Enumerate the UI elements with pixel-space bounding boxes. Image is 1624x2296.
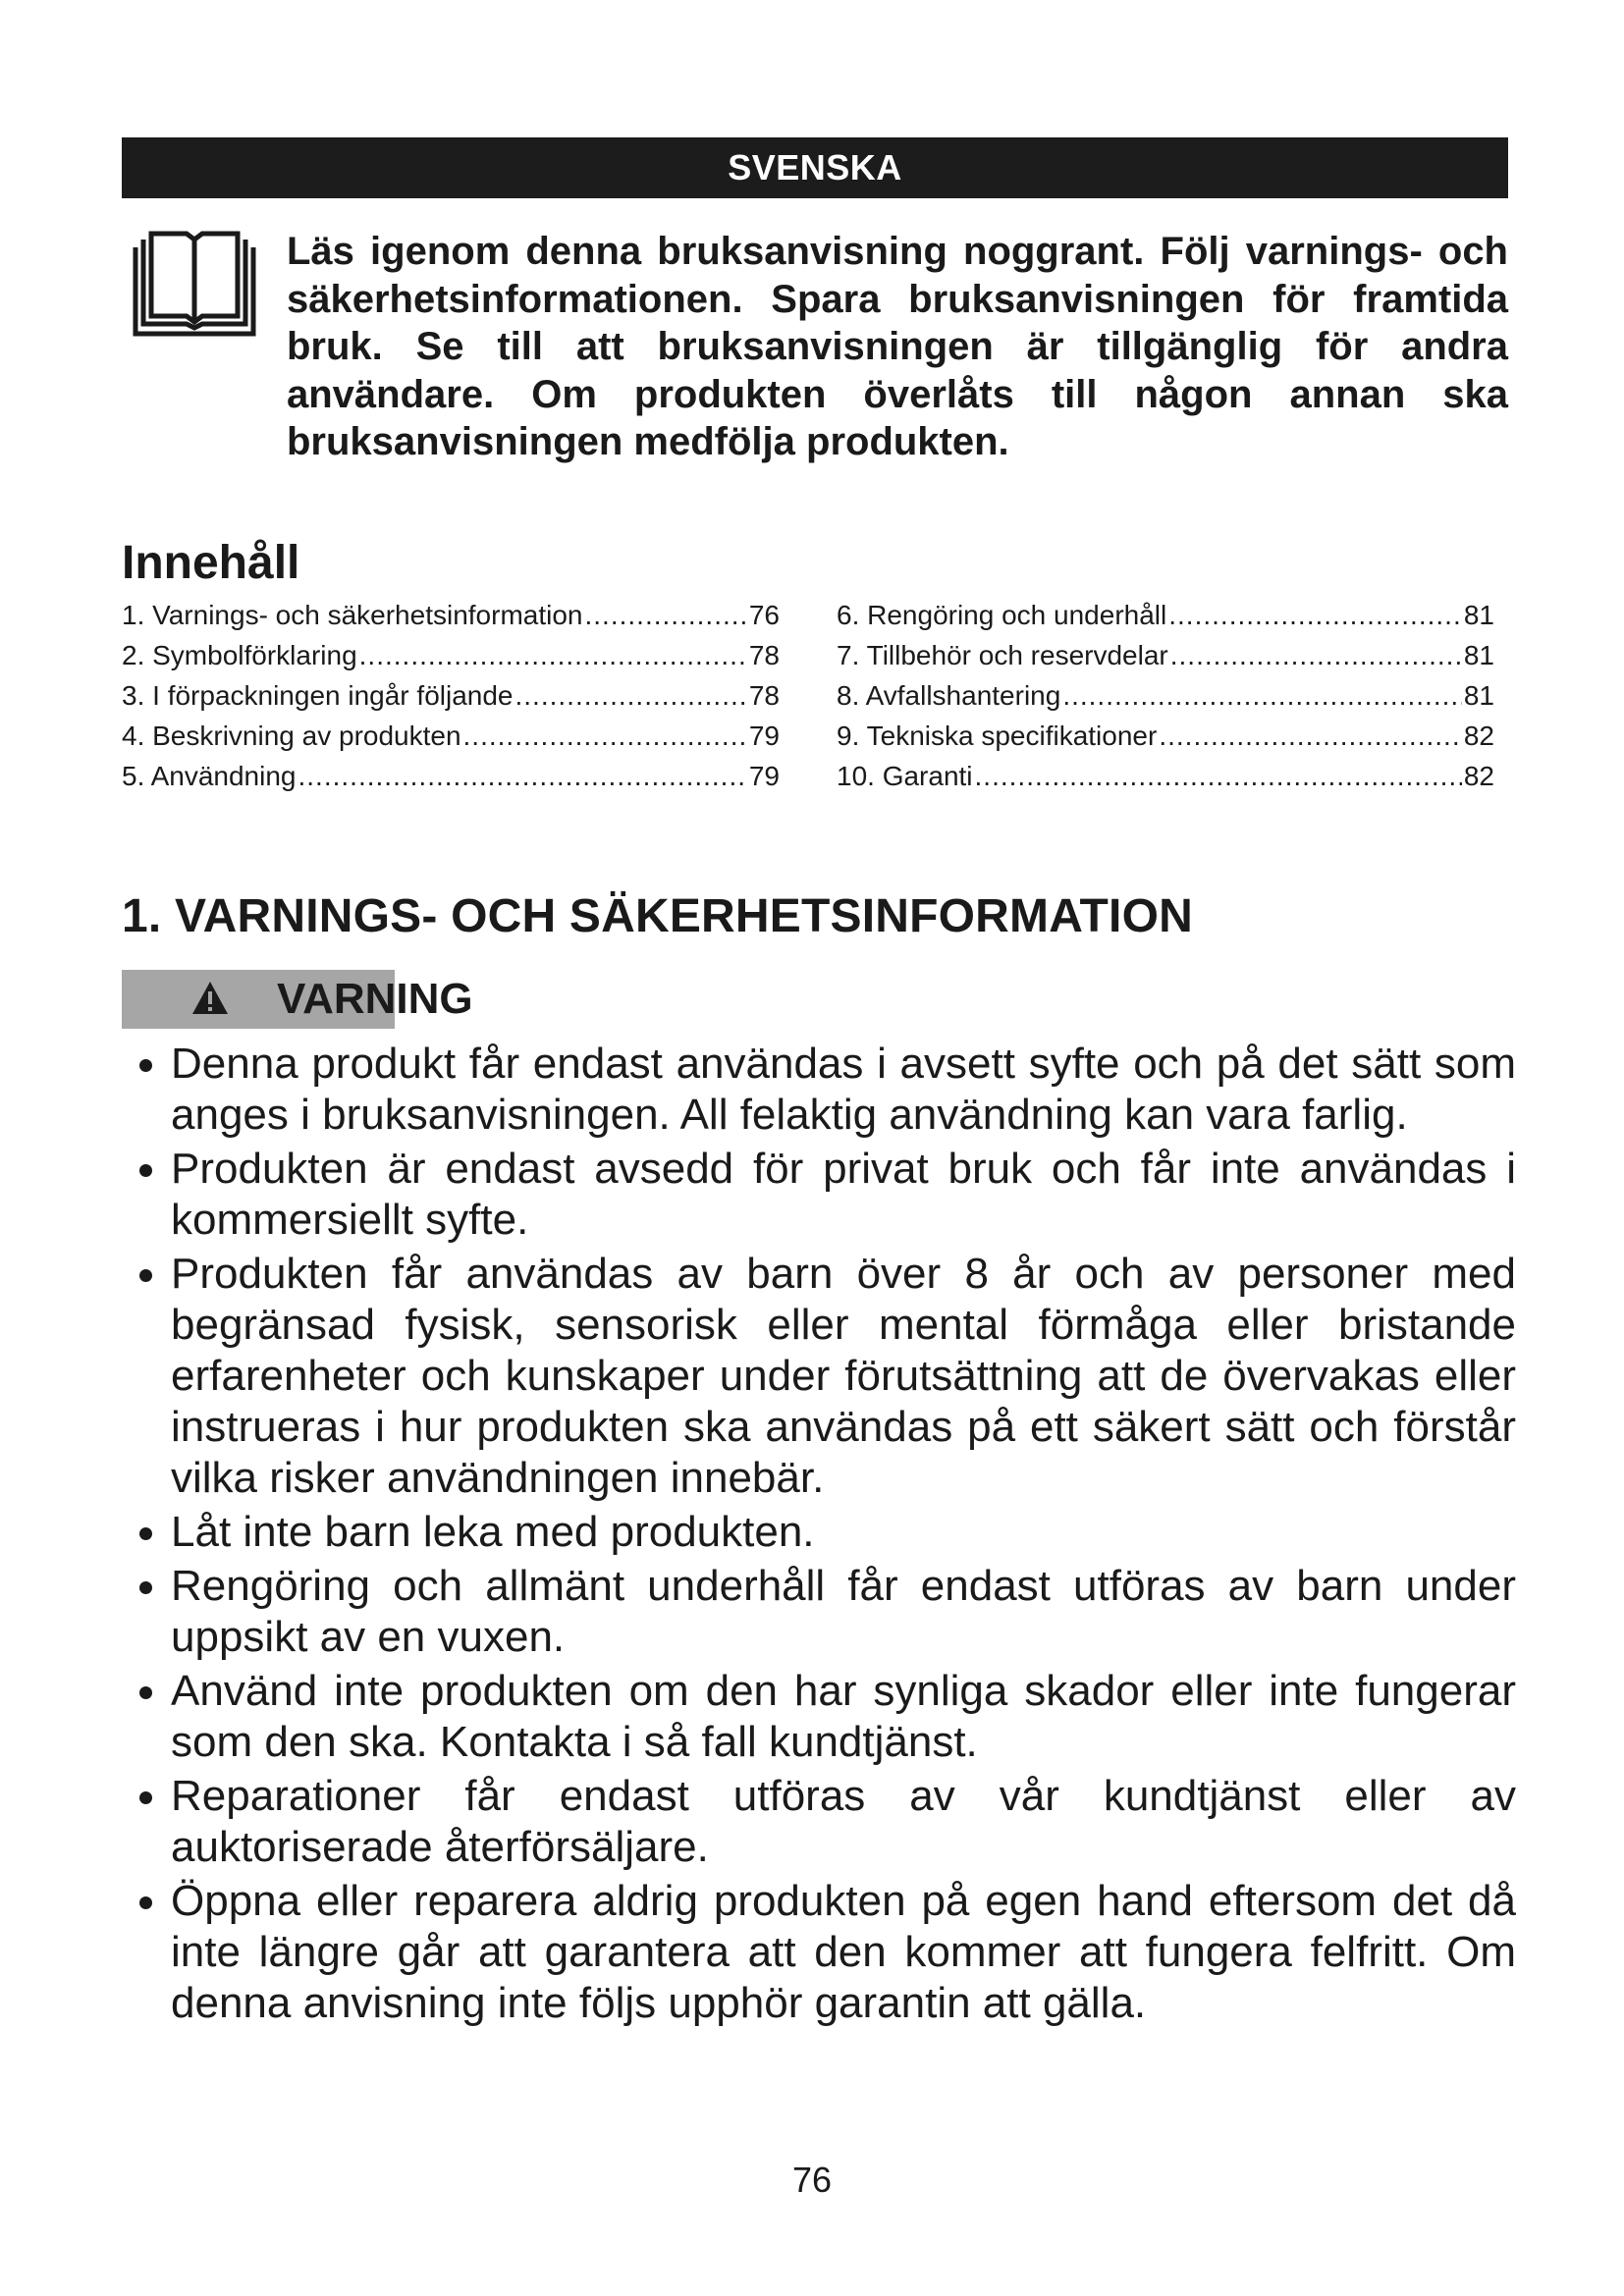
toc-leader-dots — [359, 635, 747, 675]
toc-item-page: 81 — [1463, 600, 1494, 630]
bullet-text: Produkten är endast avsedd för privat bruk och får inte användas i kommersiellt syfte. — [171, 1145, 1516, 1244]
bullet-text: Reparationer får endast utföras av vår kundtjänst eller av auktoriserade återförsäljare. — [171, 1772, 1516, 1871]
toc-item-label: 10. Garanti — [837, 761, 973, 791]
bullet-dot-icon — [139, 1581, 152, 1594]
toc-item — [837, 595, 1494, 635]
toc-leader-dots — [463, 716, 747, 756]
bullet-dot-icon — [139, 1269, 152, 1282]
toc-leader-dots — [1159, 716, 1462, 756]
toc-item-page: 78 — [748, 640, 780, 670]
page-number: 76 — [791, 2160, 833, 2200]
table-of-contents — [122, 595, 1508, 806]
list-item — [122, 1144, 1516, 1246]
toc-item-label: 7. Tillbehör och reservdelar — [837, 640, 1168, 670]
toc-item — [837, 756, 1494, 796]
toc-leader-dots — [585, 595, 747, 635]
list-item — [122, 1039, 1516, 1141]
toc-item-label: 3. I förpackningen ingår följande — [122, 680, 514, 711]
toc-item-label: 6. Rengöring och underhåll — [837, 600, 1167, 630]
list-item — [122, 1249, 1516, 1504]
toc-item-label: 2. Symbolförklaring — [122, 640, 357, 670]
language-header-bar — [122, 137, 1508, 198]
toc-item-label: 4. Beskrivning av produkten — [122, 721, 461, 751]
bullet-dot-icon — [139, 1059, 152, 1072]
toc-item-label: 9. Tekniska specifikationer — [837, 721, 1158, 751]
toc-item-page: 79 — [748, 721, 780, 751]
toc-item-page: 82 — [1463, 721, 1494, 751]
bullet-dot-icon — [139, 1164, 152, 1177]
toc-column-right — [837, 595, 1494, 796]
warning-bullet-list — [122, 1039, 1516, 2032]
toc-item-page: 82 — [1463, 761, 1494, 791]
toc-leader-dots — [1062, 675, 1462, 716]
toc-item-label: 5. Användning — [122, 761, 297, 791]
list-item — [122, 1666, 1516, 1768]
toc-item — [122, 635, 780, 675]
bullet-dot-icon — [139, 1791, 152, 1804]
bullet-text: Denna produkt får endast användas i avsett syfte och på det sätt som anges i bruksanvisningen. All felaktig användning kan vara farlig. — [171, 1040, 1516, 1139]
toc-item-page: 78 — [748, 680, 780, 711]
list-item — [122, 1876, 1516, 2029]
bullet-text: Använd inte produkten om den har synliga skador eller inte fungerar som den ska. Kontakta i så fall kundtjänst. — [171, 1667, 1516, 1766]
bullet-dot-icon — [139, 1686, 152, 1699]
bullet-text: Låt inte barn leka med produkten. — [171, 1508, 815, 1556]
toc-item-page: 81 — [1463, 640, 1494, 670]
bullet-text: Rengöring och allmänt underhåll får endast utföras av barn under uppsikt av en vuxen. — [171, 1562, 1516, 1661]
toc-leader-dots — [1168, 595, 1462, 635]
intro-text: Läs igenom denna bruksanvisning noggrant. Följ varnings- och säkerhetsinformationen. Spara bruksanvisningen för framtida bruk. Se till att bruksanvisningen är tillgänglig för andra användare. Om produkten överlåts till någon annan ska bruksanvisningen medfölja produkten. — [287, 230, 1508, 463]
bullet-dot-icon — [139, 1527, 152, 1540]
language-label: SVENSKA — [728, 147, 902, 187]
intro-notice — [122, 224, 1508, 479]
list-item — [122, 1561, 1516, 1663]
toc-item — [837, 635, 1494, 675]
toc-item — [837, 716, 1494, 756]
toc-item-label: 1. Varnings- och säkerhetsinformation — [122, 600, 583, 630]
toc-title: Innehåll — [122, 537, 300, 589]
bullet-dot-icon — [139, 1896, 152, 1909]
toc-leader-dots — [298, 756, 747, 796]
toc-leader-dots — [515, 675, 747, 716]
warning-label — [122, 970, 534, 1029]
section-title: 1. VARNINGS- OCH SÄKERHETSINFORMATION — [122, 890, 1193, 942]
toc-column-left — [122, 595, 780, 796]
warning-label-text: VARNING — [277, 975, 473, 1023]
bullet-text: Öppna eller reparera aldrig produkten på egen hand eftersom det då inte längre går att garantera att den kommer att fungera felfritt. Om denna anvisning inte följs upphör garantin att gälla. — [171, 1877, 1516, 2027]
toc-item-page: 81 — [1463, 680, 1494, 711]
toc-item-label: 8. Avfallshantering — [837, 680, 1061, 711]
toc-item — [837, 675, 1494, 716]
toc-item-page: 76 — [748, 600, 780, 630]
toc-leader-dots — [1170, 635, 1462, 675]
toc-item — [122, 756, 780, 796]
bullet-text: Produkten får användas av barn över 8 år och av personer med begränsad fysisk, sensorisk eller mental förmåga eller bristande erfarenheter och kunskaper under förutsättning att de övervakas eller instrueras i hur produkten ska användas på ett säkert sätt och förstår vilka risker användningen innebär. — [171, 1250, 1516, 1502]
list-item — [122, 1507, 1516, 1558]
list-item — [122, 1771, 1516, 1873]
toc-item — [122, 595, 780, 635]
warning-triangle-icon — [190, 980, 230, 1017]
book-icon — [132, 230, 257, 340]
toc-item — [122, 716, 780, 756]
toc-item — [122, 675, 780, 716]
toc-leader-dots — [975, 756, 1462, 796]
toc-item-page: 79 — [748, 761, 780, 791]
